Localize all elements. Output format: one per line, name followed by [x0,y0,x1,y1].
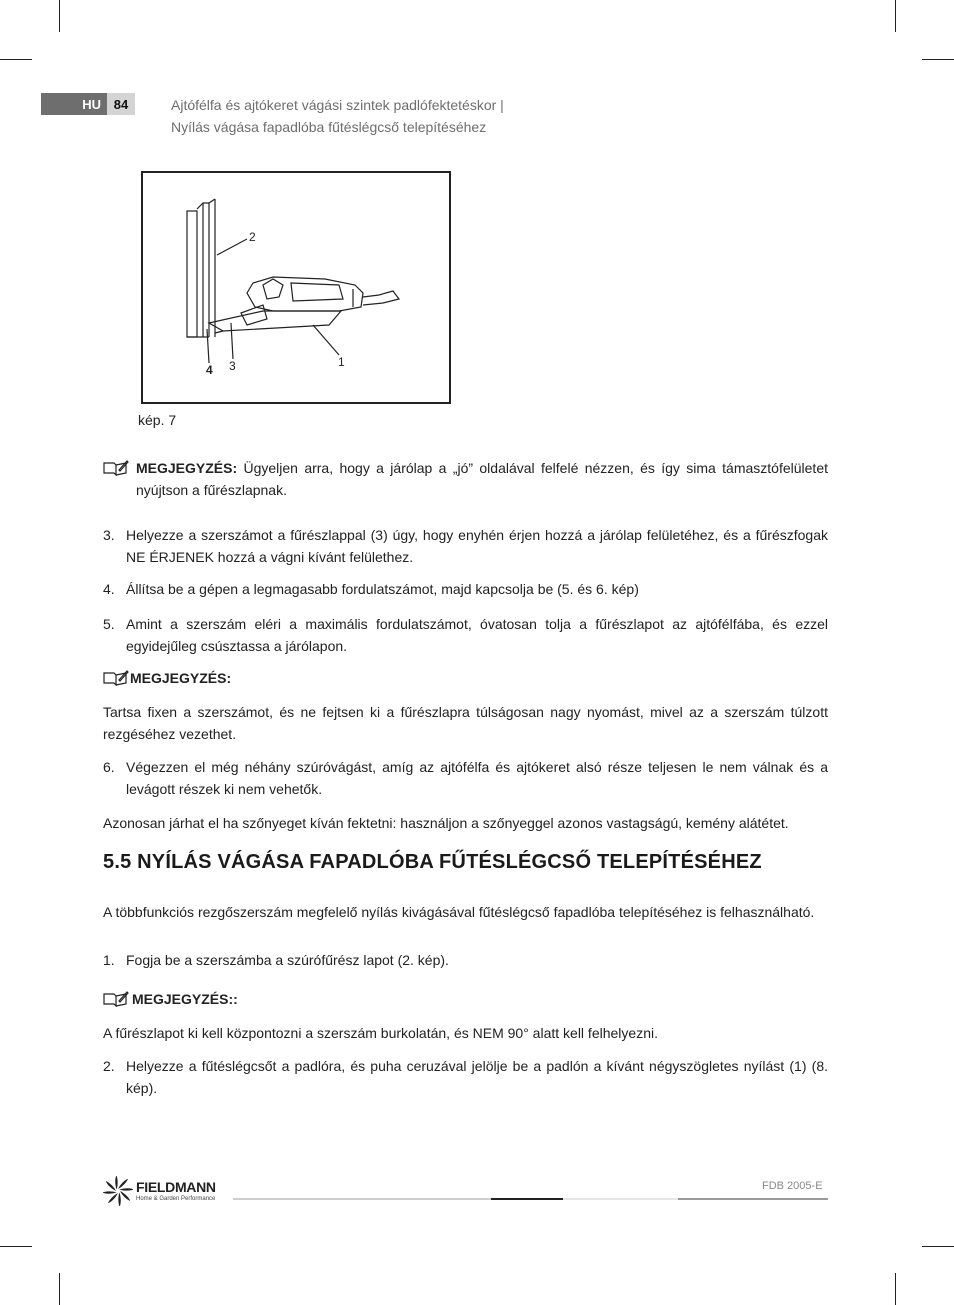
brand-name: FIELDMANN [136,1179,216,1195]
figure-7 [141,171,451,404]
figure-label-3: 3 [229,359,236,373]
section-intro: A többfunkciós rezgőszerszám megfelelő nyílás kivágásával fűtéslégcső fapadlóba telepítéséhez is felhasználható. [103,904,815,920]
figure-label-1: 1 [338,355,345,369]
list-number: 4. [103,581,115,597]
list-number: 2. [103,1058,115,1074]
footer-rule [563,1198,678,1200]
language-code: HU [41,93,107,115]
running-header [171,94,504,138]
tool-body-shape [247,277,363,311]
crop-mark [922,1246,954,1247]
note-content: Ügyeljen arra, hogy a járólap a „jó” oldalával felfelé nézzen, és így sima támasztófelületet nyújtson a fűrészlapnak. [136,460,828,498]
running-header-line1: Ajtófélfa és ajtókeret vágási szintek padlófektetéskor | [171,97,504,113]
paragraph-carpet: Azonosan járhat el ha szőnyeget kíván fektetni: használjon a szőnyeggel azonos vastagságú, kemény alátétet. [103,815,789,831]
crop-mark [895,1273,896,1305]
footer-rule [233,1198,491,1200]
page-badge [41,93,135,115]
brand-logo [103,1176,233,1208]
note-heading [103,988,828,1010]
brand-tagline: Home & Garden Performance [136,1196,216,1202]
list-text: Állítsa be a gépen a legmagasabb fordulatszámot, majd kapcsolja be (5. és 6. kép) [126,581,639,597]
note-book-icon [103,460,129,476]
note-block [103,457,828,501]
note-book-icon [103,991,129,1007]
list-text: Helyezze a szerszámot a fűrészlappal (3) úgy, hogy enyhén érjen hozzá a járólap felületéhez, és a fűrészfogak NE ÉRJENEK hozzá a vágni kívánt felülethez. [126,527,828,565]
note-label: MEGJEGYZÉS: [136,460,238,476]
crop-mark [59,1273,60,1305]
tile-shape [209,311,341,331]
list-text: Amint a szerszám eléri a maximális fordulatszámot, óvatosan tolja a fűrészlapot az ajtófélfába, és ezzel egyidejűleg csúsztassa a járólapon. [126,616,828,654]
note-book-icon [103,670,129,686]
list-number: 5. [103,616,115,632]
list-number: 1. [103,952,115,968]
note-content: A fűrészlapot ki kell központozni a szerszám burkolatán, és NEM 90° alatt kell felhelyezni. [103,1025,658,1041]
flower-logo-icon [103,1176,133,1206]
list-text: Helyezze a fűtéslégcsőt a padlóra, és puha ceruzával jelölje be a padlón a kívánt négyszögletes nyílást (1) (8. kép). [126,1058,828,1096]
list-number: 3. [103,527,115,543]
model-code: FDB 2005-E [762,1180,823,1192]
footer-rule [491,1198,563,1200]
crop-mark [895,0,896,32]
list-number: 6. [103,759,115,775]
figure-label-2: 2 [249,230,256,244]
note-label: MEGJEGYZÉS:: [132,991,238,1007]
figure-7-illustration [143,173,449,402]
figure-label-4: 4 [206,363,213,377]
list-text: Fogja be a szerszámba a szúrófűrész lapot (2. kép). [126,952,449,968]
note-text [136,457,828,501]
section-title: 5.5 NYÍLÁS VÁGÁSA FAPADLÓBA FŰTÉSLÉGCSŐ TELEPÍTÉSÉHEZ [103,851,762,873]
note-label: MEGJEGYZÉS: [130,670,232,686]
crop-mark [59,0,60,32]
figure-caption: kép. 7 [138,412,177,428]
door-frame-shape [187,211,197,337]
cord-shape [363,291,399,305]
crop-mark [0,1246,32,1247]
crop-mark [922,59,954,60]
note-heading [103,667,828,689]
list-text: Végezzen el még néhány szúróvágást, amíg az ajtófélfa és ajtókeret alsó része teljesen le nem válnak és a levágott részek ki nem vehetők. [126,759,828,797]
crop-mark [0,59,32,60]
page-number: 84 [107,93,135,115]
running-header-line2: Nyílás vágása fapadlóba fűtéslégcső telepítéséhez [171,119,487,135]
footer-rule [678,1198,828,1200]
note-content: Tartsa fixen a szerszámot, és ne fejtsen ki a fűrészlapra túlságosan nagy nyomást, mivel az a szerszám túlzott rezgéséhez vezethet. [103,704,828,742]
